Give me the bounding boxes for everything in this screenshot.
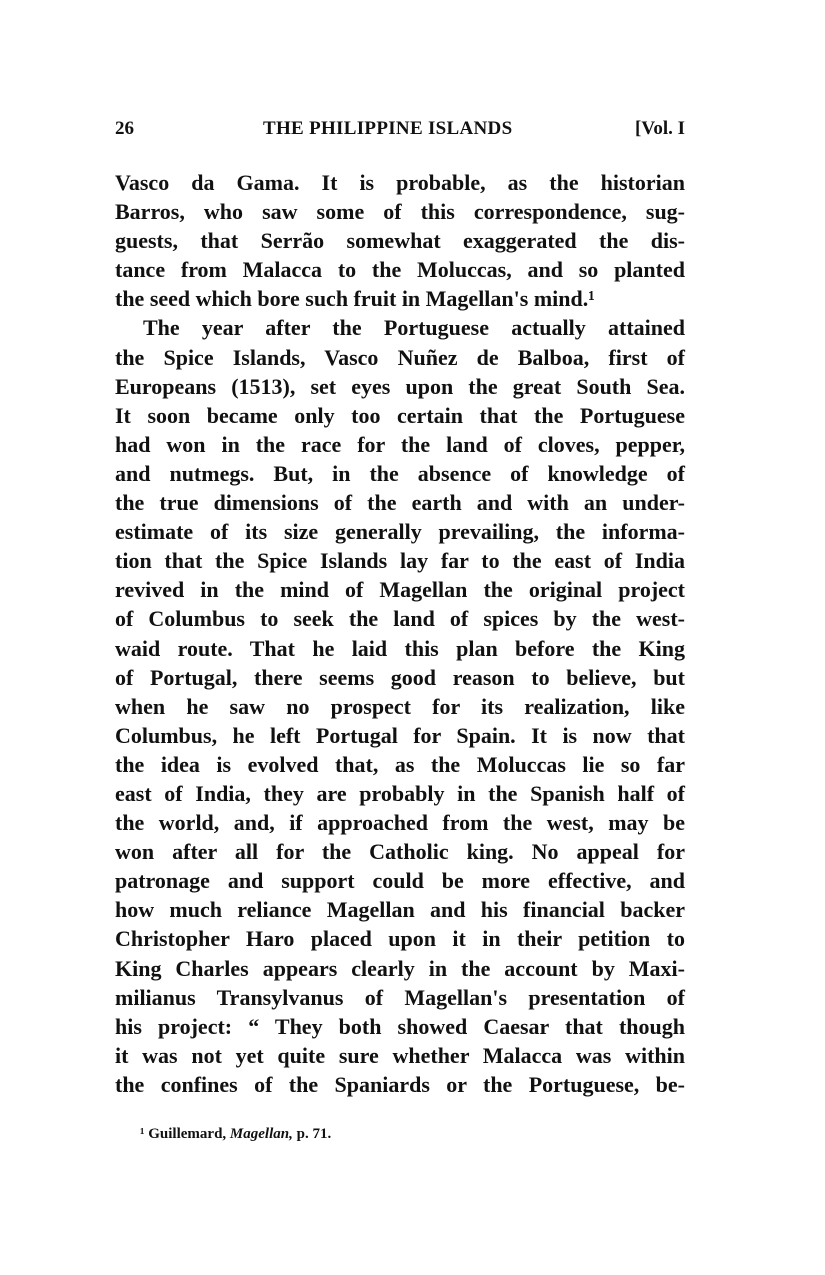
footnote-author: Guillemard, [148, 1126, 227, 1142]
text-line: east of India, they are probably in the Spanish half of [115, 780, 685, 806]
text-line: Christopher Haro placed upon it in their petition to [115, 926, 685, 952]
footnote [140, 1126, 331, 1143]
text-line: Barros, who saw some of this correspondence, sug- [115, 199, 685, 225]
text-line: the seed which bore such fruit in Magellan's mind.¹ [115, 286, 595, 312]
text-line: revived in the mind of Magellan the original project [115, 577, 685, 603]
footnote-title: Magellan, [229, 1126, 293, 1142]
body-text [115, 168, 685, 1099]
volume-label: [Vol. I [635, 118, 685, 139]
text-line: how much reliance Magellan and his financial backer [115, 897, 685, 923]
text-line: had won in the race for the land of cloves, pepper, [115, 431, 685, 457]
text-line: the Spice Islands, Vasco Nuñez de Balboa, first of [115, 344, 685, 370]
footnote-marker: ¹ [140, 1126, 145, 1142]
text-line: the world, and, if approached from the west, may be [115, 810, 685, 836]
text-line: estimate of its size generally prevailing, the informa- [115, 519, 685, 545]
text-line: the confines of the Spaniards or the Portuguese, be- [115, 1071, 685, 1097]
text-line: of Columbus to seek the land of spices by the west- [115, 606, 685, 632]
text-line: and nutmegs. But, in the absence of knowledge of [115, 460, 685, 486]
text-line: Vasco da Gama. It is probable, as the historian [115, 170, 685, 195]
text-line: tion that the Spice Islands lay far to the east of India [115, 548, 685, 574]
text-line: waid route. That he laid this plan before the King [115, 635, 685, 661]
text-line: It soon became only too certain that the Portuguese [115, 402, 685, 428]
text-line: his project: “ They both showed Caesar that though [115, 1013, 685, 1039]
text-line: of Portugal, there seems good reason to believe, but [115, 664, 685, 690]
running-title: THE PHILIPPINE ISLANDS [263, 118, 513, 139]
text-line: The year after the Portuguese actually attained [143, 315, 685, 341]
text-line: Columbus, he left Portugal for Spain. It is now that [115, 722, 685, 748]
page-header [115, 118, 685, 148]
text-line: the idea is evolved that, as the Moluccas lie so far [115, 751, 685, 777]
text-line: when he saw no prospect for its realization, like [115, 693, 685, 719]
text-line: it was not yet quite sure whether Malacca was within [115, 1042, 685, 1068]
text-line: the true dimensions of the earth and with an under- [115, 490, 685, 516]
text-line: King Charles appears clearly in the account by Maxi- [115, 955, 685, 981]
text-line: Europeans (1513), set eyes upon the great South Sea. [115, 373, 685, 399]
text-line: tance from Malacca to the Moluccas, and so planted [115, 257, 685, 283]
page-number: 26 [115, 118, 134, 139]
text-line: milianus Transylvanus of Magellan's presentation of [115, 984, 685, 1010]
text-line: won after all for the Catholic king. No appeal for [115, 839, 685, 865]
text-line: patronage and support could be more effective, and [115, 868, 685, 894]
footnote-page: p. 71. [296, 1126, 332, 1142]
text-line: guests, that Serrão somewhat exaggerated the dis- [115, 228, 685, 254]
